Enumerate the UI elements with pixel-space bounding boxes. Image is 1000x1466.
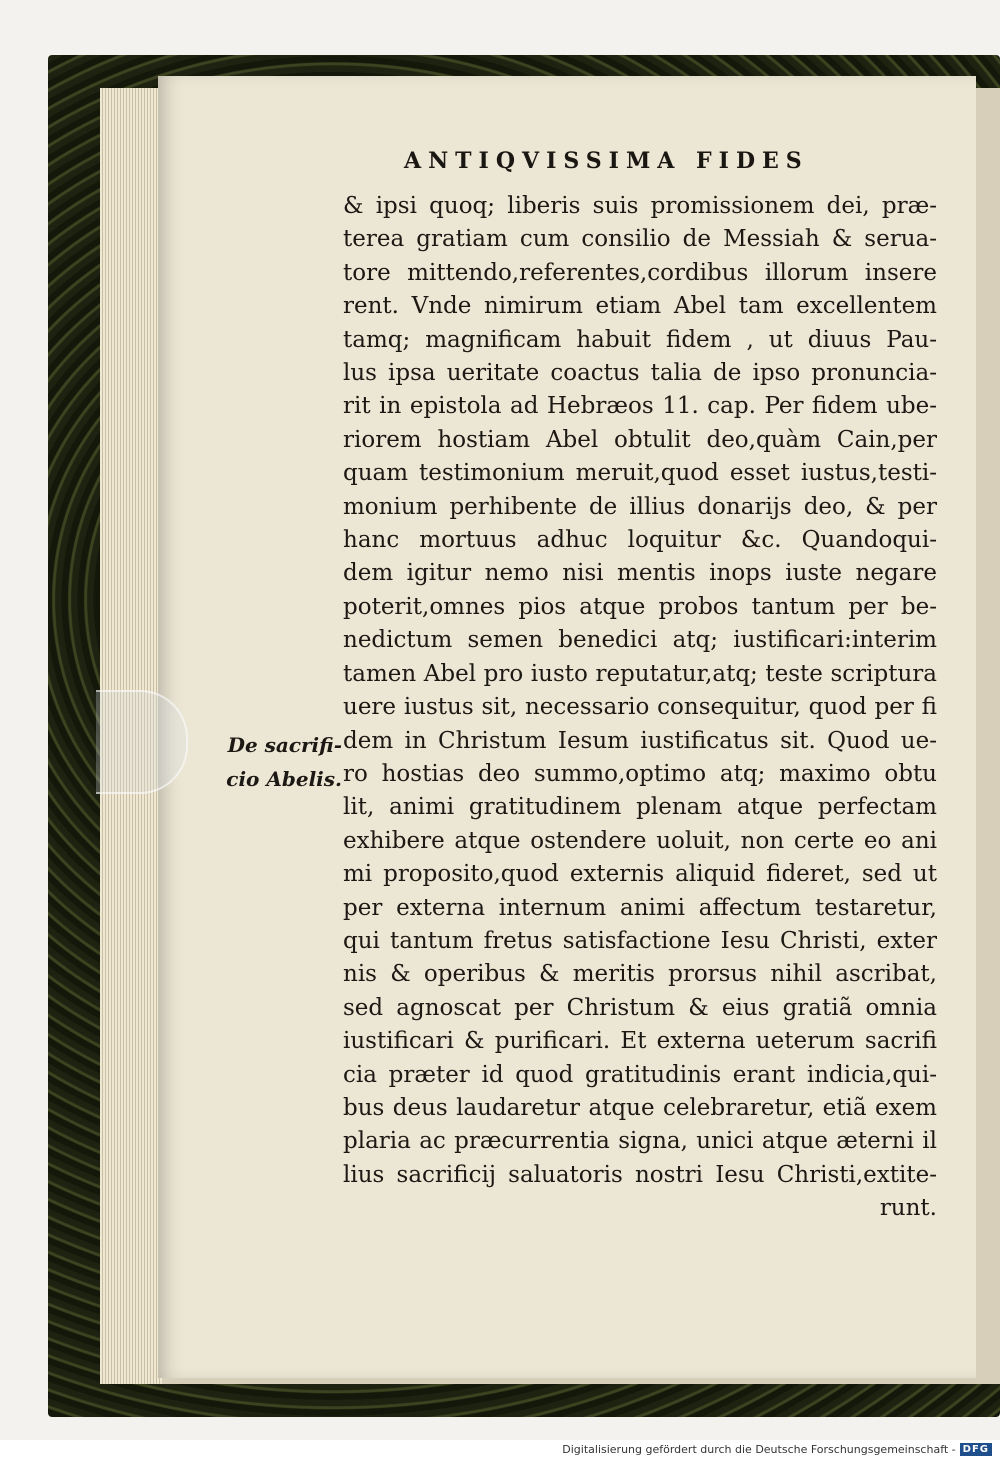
page-clip: [96, 690, 188, 794]
credit-text: Digitalisierung gefördert durch die Deutsche Forschungsgemeinschaft -: [562, 1443, 956, 1456]
text-line: hanc mortuus adhuc loquitur &c. Quandoqui-: [343, 527, 937, 554]
text-line: cia præter id quod gratitudinis erant indicia,qui-: [343, 1061, 937, 1088]
digitization-credit: [562, 1443, 992, 1456]
text-line: lus ipsa ueritate coactus talia de ipso pronuncia-: [343, 360, 937, 387]
text-line: riorem hostiam Abel obtulit deo,quàm Cain,per: [343, 426, 937, 453]
text-line: sed agnoscat per Christum & eius gratiã omnia: [343, 994, 937, 1021]
text-line: nis & operibus & meritis prorsus nihil ascribat,: [343, 961, 937, 988]
text-line: tore mittendo,referentes,cordibus illorum insere: [343, 259, 937, 286]
text-line: mi proposito,quod externis aliquid fideret, sed ut: [343, 861, 937, 888]
text-line: ro hostias deo summo,optimo atq; maximo obtu: [343, 760, 937, 787]
text-line: tamq; magnificam habuit fidem , ut diuus Pau-: [343, 326, 937, 353]
text-line: rent. Vnde nimirum etiam Abel tam excellentem: [343, 293, 937, 320]
text-line: tamen Abel pro iusto reputatur,atq; teste scriptura: [343, 660, 937, 687]
text-line: dem in Christum Iesum iustificatus sit. Quod ue-: [343, 727, 937, 754]
dfg-logo: DFG: [960, 1443, 992, 1456]
text-line: per externa internum animi affectum testaretur,: [343, 894, 937, 921]
text-line: rit in epistola ad Hebræos 11. cap. Per fidem ube-: [343, 393, 937, 420]
running-title: ANTIQVISSIMA FIDES: [404, 148, 809, 174]
text-line: plaria ac præcurrentia signa, unici atque æterni il: [343, 1128, 937, 1155]
text-line: exhibere atque ostendere uoluit, non certe eo ani: [343, 827, 937, 854]
text-line: bus deus laudaretur atque celebraretur, etiã exem: [343, 1094, 937, 1121]
text-line: terea gratiam cum consilio de Messiah & serua-: [343, 226, 937, 253]
text-line: monium perhibente de illius donarijs deo, & per: [343, 493, 937, 520]
text-line: uere iustus sit, necessario consequitur, quod per fi: [343, 694, 937, 721]
text-line: iustificari & purificari. Et externa ueterum sacrifi: [343, 1028, 937, 1055]
text-line: & ipsi quoq; liberis suis promissionem dei, præ-: [343, 193, 937, 219]
text-line: dem igitur nemo nisi mentis inops iuste negare: [343, 560, 937, 587]
text-line: lit, animi gratitudinem plenam atque perfectam: [343, 794, 937, 821]
marginal-note: [214, 728, 342, 796]
marginal-note-line: cio Abelis.: [226, 767, 342, 791]
text-line: qui tantum fretus satisfactione Iesu Christi, exter: [343, 927, 937, 954]
text-line: quam testimonium meruit,quod esset iustus,testi-: [343, 460, 937, 487]
text-line: lius sacrificij saluatoris nostri Iesu Christi,extite-: [343, 1161, 937, 1188]
text-line: poterit,omnes pios atque probos tantum per be-: [343, 593, 937, 620]
text-line: nedictum semen benedici atq; iustificari:interim: [343, 627, 937, 654]
marginal-note-line: De sacrifi-: [227, 733, 342, 757]
catchword: runt.: [879, 1195, 937, 1222]
body-text: [343, 190, 937, 1226]
